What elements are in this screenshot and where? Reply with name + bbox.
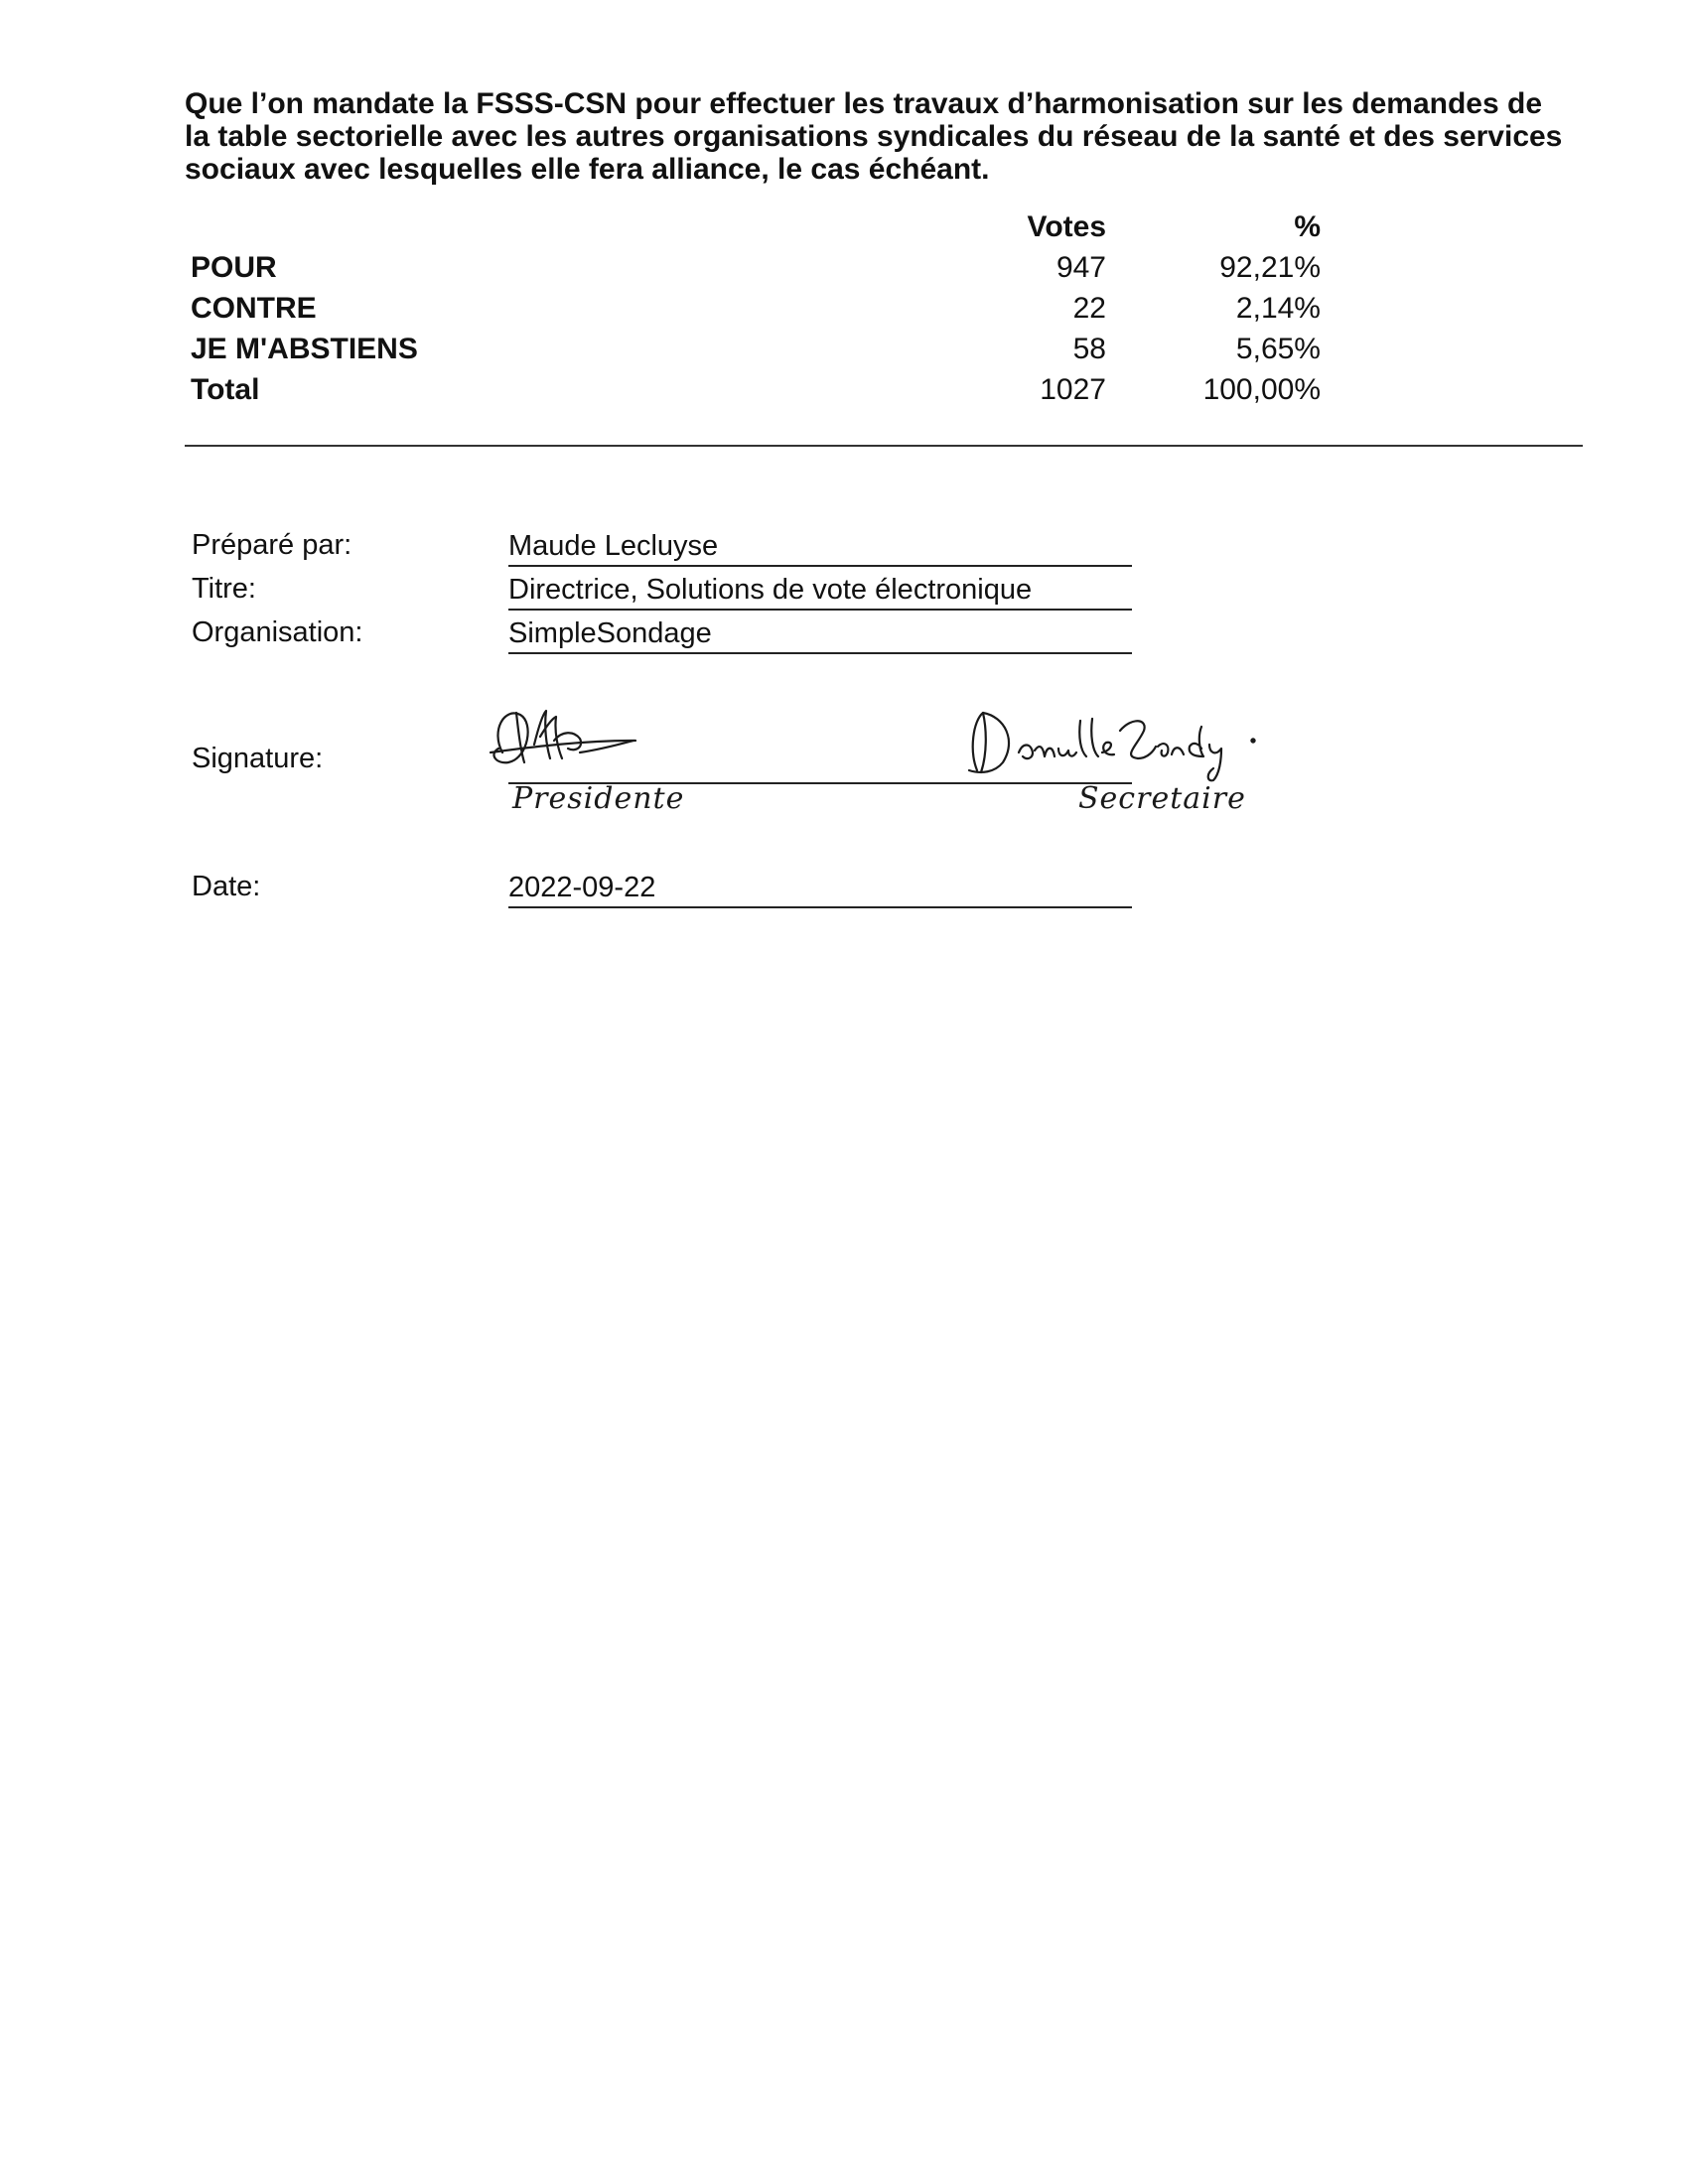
resolution-text: Que l’on mandate la FSSS-CSN pour effectuer les travaux d’harmonisation sur les demandes de la table sectorielle avec les autres organisations syndicales du réseau de la santé et des services sociaux avec lesquelles elle fera alliance, le cas échéant. <box>185 87 1563 186</box>
signature-president-caption: Presidente <box>512 781 685 816</box>
signature-president-icon <box>485 701 683 784</box>
header-votes: Votes <box>1027 209 1106 243</box>
row-votes: 1027 <box>1040 372 1106 406</box>
table-row-total <box>191 369 1321 410</box>
signature-secretary-icon <box>943 701 1321 784</box>
signature-label: Signature: <box>192 743 324 774</box>
table-row <box>191 247 1321 288</box>
header-percent: % <box>1294 209 1321 243</box>
prepared-by-value: Maude Lecluyse <box>508 529 1132 567</box>
row-label: POUR <box>191 250 277 284</box>
row-votes: 947 <box>1055 250 1106 284</box>
date-value: 2022-09-22 <box>508 871 1132 908</box>
row-label: Total <box>191 372 260 406</box>
date-label: Date: <box>192 871 261 902</box>
vote-results-table <box>191 206 1321 410</box>
table-row <box>191 288 1321 329</box>
title-label: Titre: <box>192 573 256 605</box>
table-row <box>191 329 1321 369</box>
row-percent: 92,21% <box>1219 250 1321 284</box>
row-votes: 58 <box>1072 332 1106 365</box>
organization-label: Organisation: <box>192 616 363 648</box>
title-value: Directrice, Solutions de vote électronique <box>508 573 1132 611</box>
header-blank <box>191 206 786 247</box>
row-label: CONTRE <box>191 291 317 325</box>
row-percent: 5,65% <box>1235 332 1321 365</box>
prepared-by-label: Préparé par: <box>192 529 352 561</box>
row-percent: 100,00% <box>1202 372 1321 406</box>
table-header-row <box>191 206 1321 247</box>
signature-secretary-caption: Secretaire <box>1078 781 1246 816</box>
row-percent: 2,14% <box>1235 291 1321 325</box>
section-divider <box>185 445 1583 447</box>
row-votes: 22 <box>1072 291 1106 325</box>
organization-value: SimpleSondage <box>508 616 1132 654</box>
row-label: JE M'ABSTIENS <box>191 332 418 365</box>
